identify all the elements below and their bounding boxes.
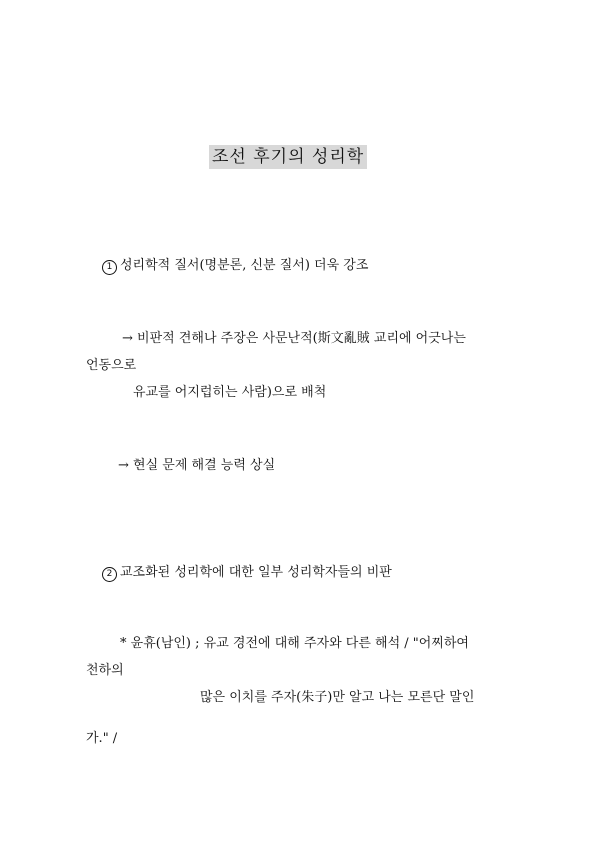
section-2-note-line-4: 가." /: [86, 731, 118, 746]
section-1-point-1-line-3: 유교를 어지럽히는 사람)으로 배척: [133, 385, 327, 400]
page-title: 조선 후기의 성리학: [209, 145, 367, 169]
section-1-point-2: → 현실 문제 해결 능력 상실: [118, 458, 276, 473]
circled-number-1: 1: [102, 260, 117, 275]
section-2-heading-line: [102, 565, 392, 582]
section-2-note-line-2: 천하의: [86, 663, 124, 678]
section-1-point-1-line-2: 언동으로: [86, 358, 137, 373]
section-2-note-line-3: 많은 이치를 주자(朱子)만 알고 나는 모른단 말인: [200, 690, 475, 705]
section-1-heading: 성리학적 질서(명분론, 신분 질서) 더욱 강조: [120, 258, 369, 273]
section-2-note-line-1: * 윤휴(남인) ; 유교 경전에 대해 주자와 다른 해석 / "어찌하여: [120, 636, 469, 651]
section-1-point-1-line-1: → 비판적 견해나 주장은 사문난적(斯文亂賊 교리에 어긋나는: [122, 331, 466, 346]
circled-number-2: 2: [102, 567, 117, 582]
section-1-heading-line: [102, 258, 368, 275]
section-2-heading: 교조화된 성리학에 대한 일부 성리학자들의 비판: [120, 565, 392, 580]
